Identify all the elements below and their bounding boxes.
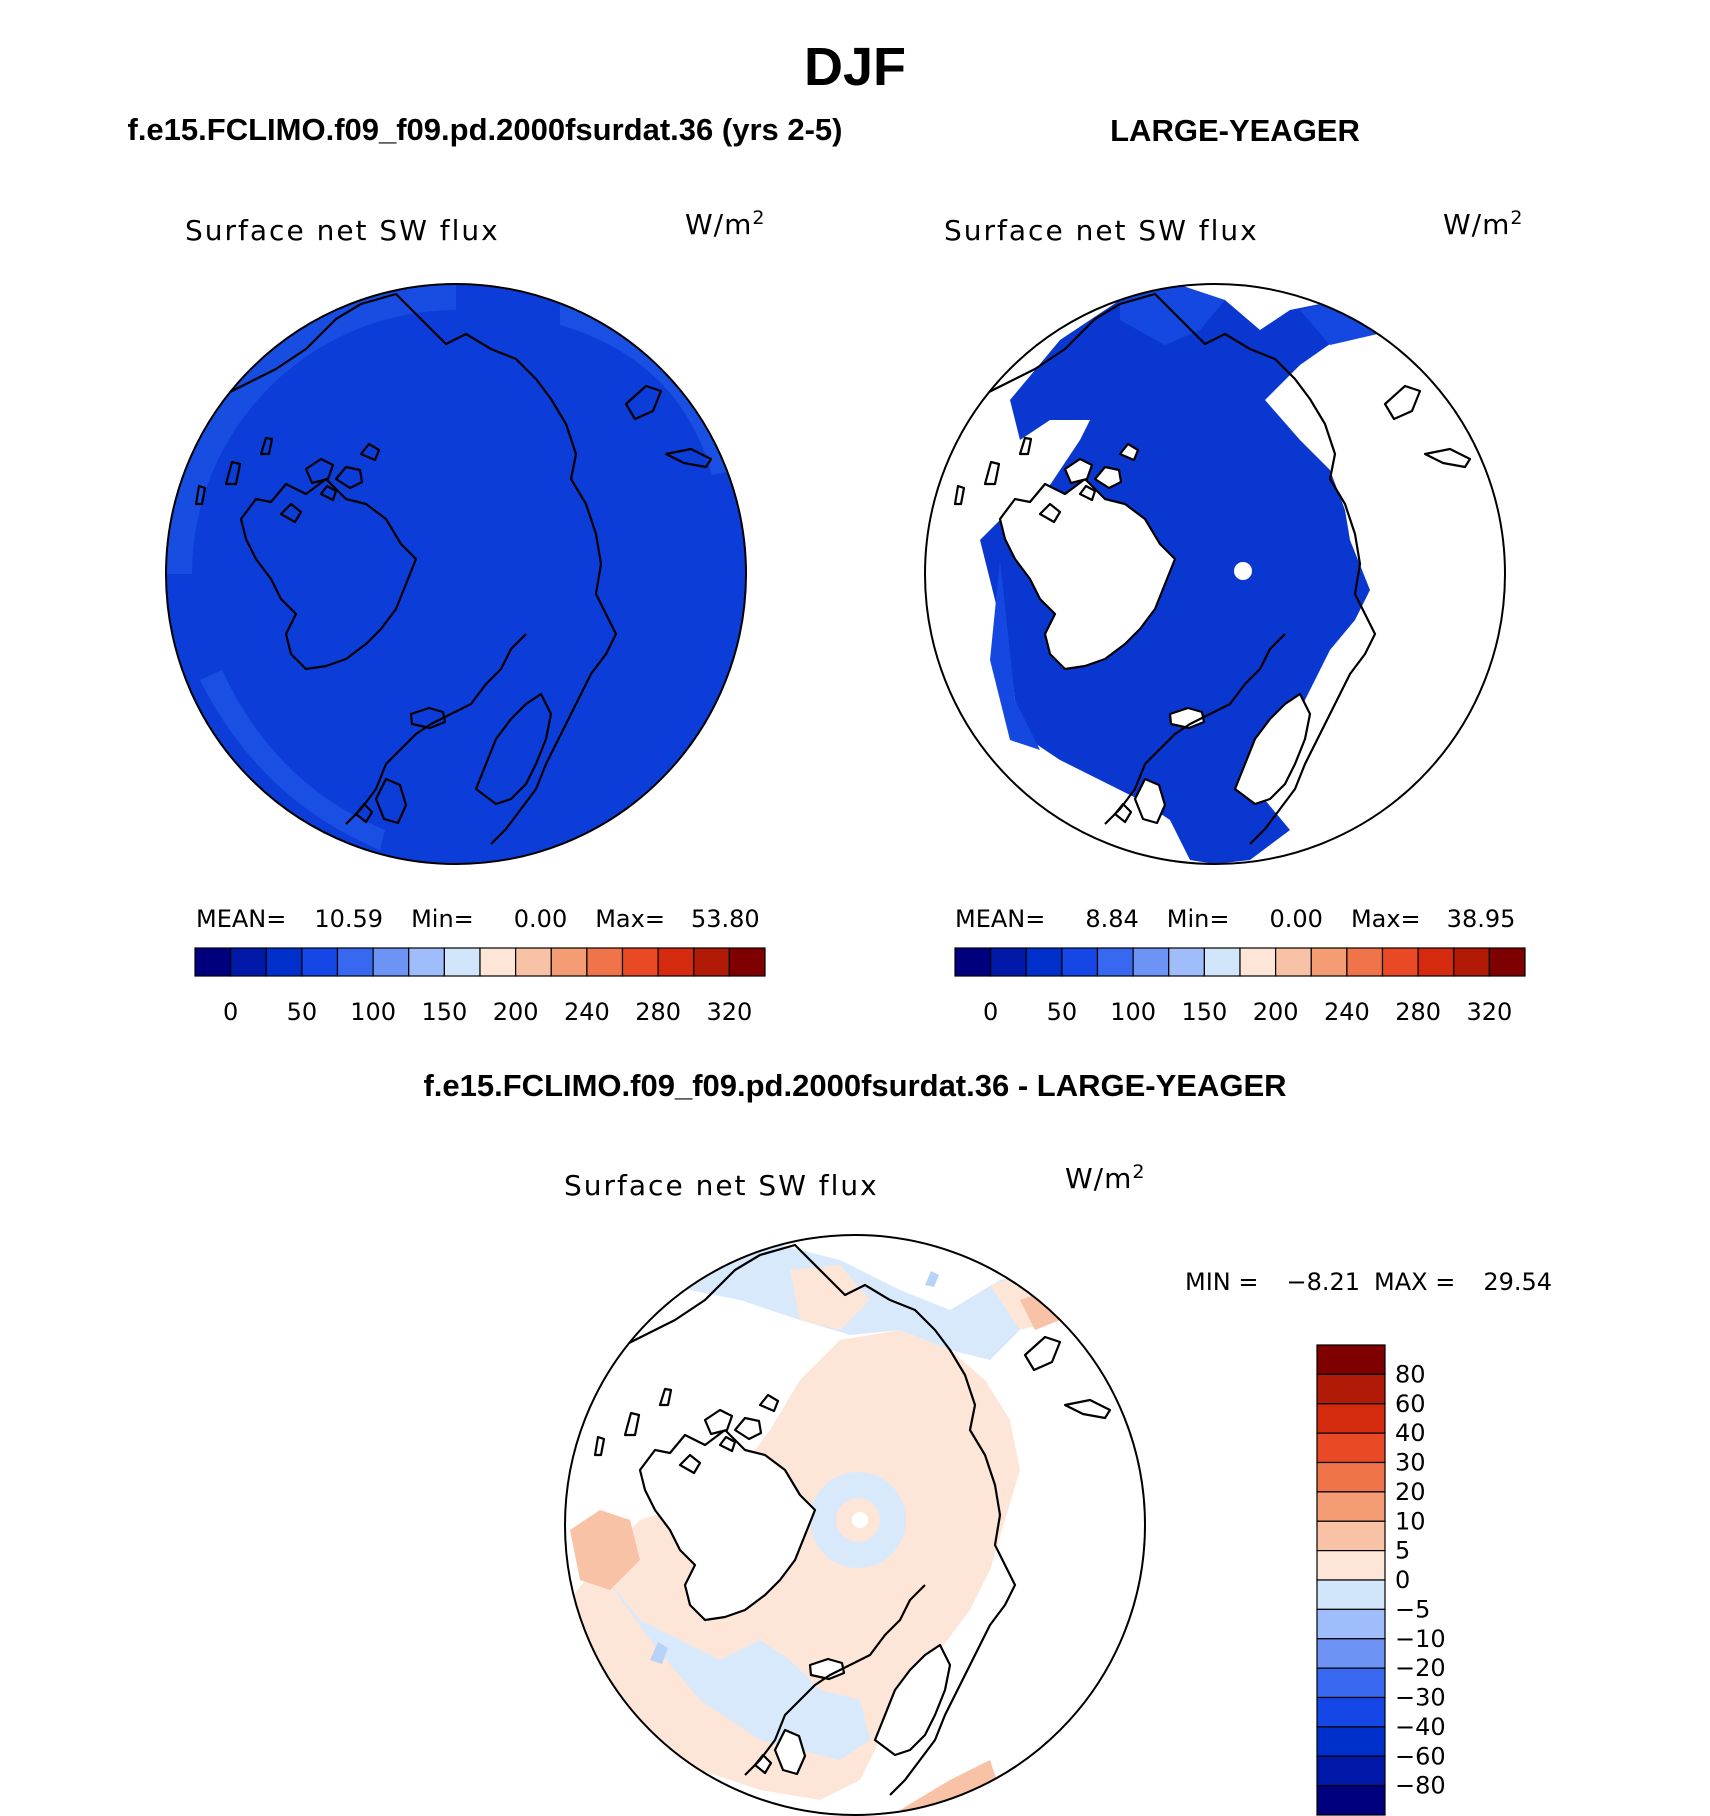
figure-title: DJF — [803, 37, 907, 97]
panel3-colorbar-swatch — [1317, 1668, 1385, 1697]
panel2-colorbar-swatch — [1062, 948, 1098, 976]
panel1-colorbar-swatch — [231, 948, 267, 976]
panel2-colorbar-tick-label: 240 — [1323, 998, 1370, 1026]
panel2-colorbar-swatch — [1454, 948, 1490, 976]
panel1-colorbar-tick-label: 200 — [492, 998, 539, 1026]
panel3-colorbar-tick-label: −5 — [1395, 1595, 1431, 1624]
panel1-colorbar-swatch — [623, 948, 659, 976]
panel2-case-title: LARGE-YEAGER — [1110, 113, 1360, 148]
panel2-colorbar-swatch — [1026, 948, 1062, 976]
panel2-colorbar-swatch — [1489, 948, 1525, 976]
panel2-colorbar-tick-label: 200 — [1252, 998, 1299, 1026]
panel2-colorbar-tick-label: 150 — [1181, 998, 1228, 1026]
panel1-units: $W/m^2$ — [685, 207, 766, 241]
panel2-variable-label: Surface net SW flux — [944, 214, 1259, 247]
panel1-colorbar-swatch — [195, 948, 231, 976]
panel1-variable-label: Surface net SW flux — [185, 214, 500, 247]
panel2-colorbar-swatch — [1311, 948, 1347, 976]
panel1-colorbar — [195, 948, 765, 1026]
panel2-colorbar-swatch — [1347, 948, 1383, 976]
panel3-colorbar-swatch — [1317, 1609, 1385, 1638]
panel2-colorbar-swatch — [1133, 948, 1169, 976]
panel3-colorbar-swatch — [1317, 1404, 1385, 1433]
panel1-colorbar-swatch — [658, 948, 694, 976]
panel3-colorbar-tick-label: 10 — [1395, 1507, 1426, 1536]
panel1-colorbar-tick-label: 320 — [706, 998, 753, 1026]
panel3-colorbar-tick-label: 80 — [1395, 1360, 1426, 1389]
panel3-colorbar-swatch — [1317, 1756, 1385, 1785]
panel2-units: $W/m^2$ — [1443, 207, 1524, 241]
panel3-stats: MIN = −8.21 MAX = 29.54 — [1185, 1268, 1553, 1296]
panel3-colorbar-tick-label: 30 — [1395, 1448, 1426, 1477]
panel3-colorbar-swatch — [1317, 1698, 1385, 1727]
panel3-colorbar-tick-label: 5 — [1395, 1536, 1411, 1565]
panel2-colorbar — [955, 948, 1525, 1026]
panel2-colorbar-swatch — [1098, 948, 1134, 976]
panel2-colorbar-swatch — [1383, 948, 1419, 976]
panel1-colorbar-swatch — [729, 948, 765, 976]
panel1-colorbar-tick-label: 50 — [286, 998, 318, 1026]
panel3-colorbar-tick-label: 20 — [1395, 1477, 1426, 1506]
panel2-colorbar-swatch — [1276, 948, 1312, 976]
panel3-variable-label: Surface net SW flux — [564, 1169, 879, 1202]
panel3-colorbar-swatch — [1317, 1492, 1385, 1521]
panel1-colorbar-swatch — [266, 948, 302, 976]
panel2-colorbar-swatch — [991, 948, 1027, 976]
panel3-colorbar-swatch — [1317, 1639, 1385, 1668]
panel3-colorbar-swatch — [1317, 1345, 1385, 1374]
panel2-colorbar-swatch — [1169, 948, 1205, 976]
panel2-map — [915, 274, 1515, 874]
panel3-colorbar-tick-label: 60 — [1395, 1389, 1426, 1418]
panel3-colorbar-swatch — [1317, 1786, 1385, 1815]
panel1-colorbar-swatch — [302, 948, 338, 976]
panel3-colorbar-tick-label: −60 — [1395, 1742, 1446, 1771]
panel1-colorbar-swatch — [551, 948, 587, 976]
panel3-colorbar-swatch — [1317, 1374, 1385, 1403]
panel1-colorbar-swatch — [409, 948, 445, 976]
panel3-colorbar — [1317, 1345, 1446, 1815]
panel3-map — [555, 1225, 1155, 1816]
panel3-colorbar-tick-label: −30 — [1395, 1683, 1446, 1712]
panel1-colorbar-swatch — [444, 948, 480, 976]
panel2-colorbar-tick-label: 100 — [1110, 998, 1157, 1026]
panel3-colorbar-tick-label: −20 — [1395, 1654, 1446, 1683]
panel1-colorbar-swatch — [338, 948, 374, 976]
panel2-colorbar-tick-label: 320 — [1466, 998, 1513, 1026]
panel3-colorbar-swatch — [1317, 1551, 1385, 1580]
panel3-colorbar-tick-label: 40 — [1395, 1419, 1426, 1448]
panel3-colorbar-swatch — [1317, 1463, 1385, 1492]
panel3-colorbar-swatch — [1317, 1580, 1385, 1609]
panel1-colorbar-tick-label: 150 — [421, 998, 468, 1026]
panel2-stats: MEAN= 8.84 Min= 0.00 Max= 38.95 — [955, 905, 1516, 933]
panel-1 — [156, 207, 766, 1026]
panel2-colorbar-tick-label: 50 — [1046, 998, 1078, 1026]
panel1-colorbar-swatch — [694, 948, 730, 976]
panel1-colorbar-tick-label: 0 — [222, 998, 239, 1026]
panel1-colorbar-swatch — [587, 948, 623, 976]
panel1-colorbar-swatch — [373, 948, 409, 976]
panel1-stats: MEAN= 10.59 Min= 0.00 Max= 53.80 — [196, 905, 760, 933]
panel2-colorbar-tick-label: 0 — [982, 998, 999, 1026]
panel3-colorbar-swatch — [1317, 1433, 1385, 1462]
panel-2 — [915, 207, 1525, 1026]
panel3-units: $W/m^2$ — [1065, 1161, 1146, 1195]
panel2-colorbar-swatch — [955, 948, 991, 976]
panel3-colorbar-tick-label: 0 — [1395, 1566, 1411, 1594]
panel1-case-title: f.e15.FCLIMO.f09_f09.pd.2000fsurdat.36 (yrs 2-5) — [127, 112, 843, 147]
panel1-colorbar-tick-label: 100 — [350, 998, 397, 1026]
panel3-colorbar-tick-label: −40 — [1395, 1712, 1446, 1741]
panel1-colorbar-tick-label: 280 — [635, 998, 682, 1026]
panel3-colorbar-swatch — [1317, 1521, 1385, 1550]
panel2-colorbar-tick-label: 280 — [1395, 998, 1442, 1026]
panel2-colorbar-swatch — [1240, 948, 1276, 976]
panel1-colorbar-swatch — [516, 948, 552, 976]
panel2-colorbar-swatch — [1418, 948, 1454, 976]
panel3-colorbar-tick-label: −10 — [1395, 1624, 1446, 1653]
panel3-colorbar-swatch — [1317, 1727, 1385, 1756]
panel-3 — [555, 1161, 1552, 1816]
panel1-colorbar-swatch — [480, 948, 516, 976]
panel3-case-title: f.e15.FCLIMO.f09_f09.pd.2000fsurdat.36 - LARGE-YEAGER — [423, 1068, 1287, 1103]
panel1-colorbar-tick-label: 240 — [563, 998, 610, 1026]
panel3-colorbar-tick-label: −80 — [1395, 1771, 1446, 1800]
panel1-map — [156, 274, 756, 874]
panel2-colorbar-swatch — [1204, 948, 1240, 976]
